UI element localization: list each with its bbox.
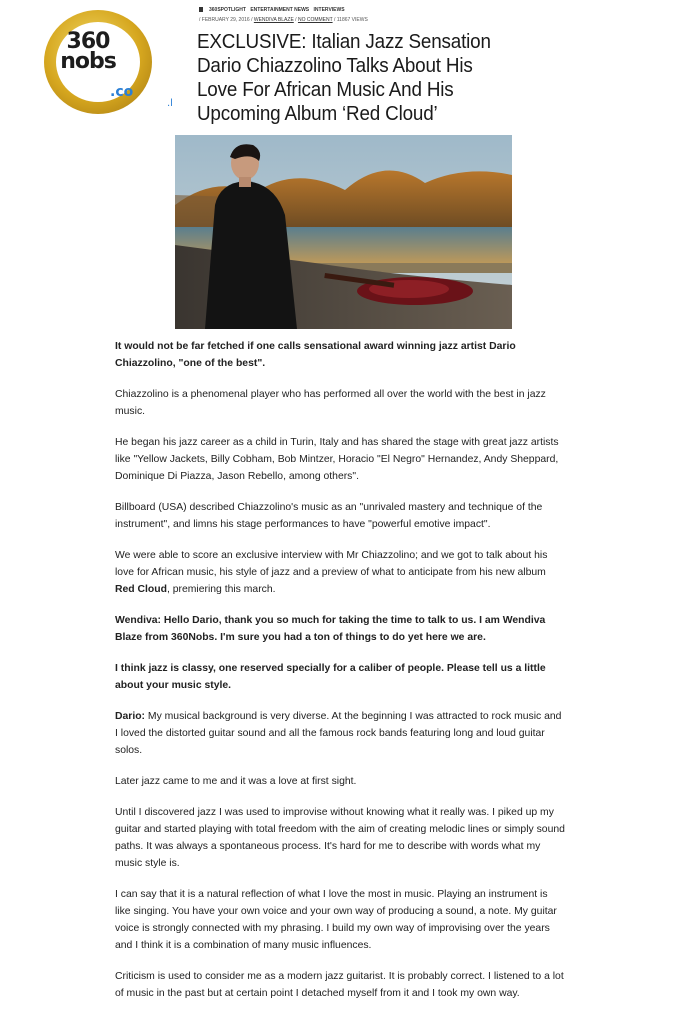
article-paragraph: Billboard (USA) described Chiazzolino's music as an "unrivaled mastery and technique of the instrument", and limns his stage performances to have "powerful emotive impact". <box>115 502 543 530</box>
category-list <box>199 7 345 13</box>
category-link-3[interactable]: INTERVIEWS <box>313 7 345 13</box>
post-meta: / FEBRUARY 29, 2016 / WENDIVA BLAZE / NO COMMENT / 11867 VIEWS <box>199 17 368 23</box>
interview-question: I think jazz is classy, one reserved specially for a caliber of people. Please tell us a little about your music style. <box>115 663 546 691</box>
article-title: EXCLUSIVE: Italian Jazz Sensation Dario Chiazzolino Talks About His Love For African Music And His Upcoming Album ‘Red Cloud’ <box>197 30 491 125</box>
article-paragraph: Chiazzolino is a phenomenal player who has performed all over the world with the best in jazz music. <box>115 389 546 417</box>
interview-answer: Criticism is used to consider me as a modern jazz guitarist. It is probably correct. I listened to a lot of music in the past but at certain point I detached myself from it and I took my own way. <box>115 971 564 999</box>
logo-domain: .co <box>110 84 134 100</box>
logo-tld: .l <box>167 98 173 109</box>
logo-line1: 360 <box>66 29 110 54</box>
comments-link[interactable]: NO COMMENT <box>297 17 333 23</box>
article-intro: It would not be far fetched if one calls sensational award winning jazz artist Dario Chiazzolino, "one of the best". <box>115 341 516 369</box>
interview-answer: Dario: My musical background is very diverse. At the beginning I was attracted to rock music and I loved the distorted guitar sound and all the famous rock bands featuring long and loud guitar solos. <box>115 711 562 756</box>
article-paragraph: We were able to score an exclusive interview with Mr Chiazzolino; and we got to talk about his love for African music, his style of jazz and a preview of what to anticipate from his new album Red Cloud, premiering this march. <box>115 550 548 595</box>
category-square-icon <box>199 7 203 12</box>
site-logo[interactable] <box>44 10 173 114</box>
interview-answer: I can say that it is a natural reflection of what I love the most in music. Playing an instrument is like singing. You have your own voice and your own way of producing a sound, a note. My guitar voice is strongly connected with my phrasing. I build my own way of improvising over the years and I think it is a combination of many music influences. <box>115 889 557 951</box>
post-date: / FEBRUARY 29, 2016 / <box>199 17 253 23</box>
article-body <box>115 338 565 1016</box>
interview-answer: Later jazz came to me and it was a love at first sight. <box>115 776 357 787</box>
interview-question: Wendiva: Hello Dario, thank you so much for taking the time to talk to us. I am Wendiva Blaze from 360Nobs. I'm sure you had a ton of things to do yet here we are. <box>115 615 546 643</box>
category-link-2[interactable]: ENTERTAINMENT NEWS <box>250 7 310 13</box>
category-link-1[interactable]: 360SPOTLIGHT <box>209 7 246 13</box>
interview-answer: Until I discovered jazz I was used to improvise without knowing what it really was. I piked up my guitar and started playing with total freedom with the aim of creating melodic lines or simply sound paths. It was always a spontaneous process. It's hard for me to describe with words what my music style is. <box>115 807 565 869</box>
logo-line2: nobs <box>60 49 116 74</box>
article-paragraph: He began his jazz career as a child in Turin, Italy and has shared the stage with great jazz artists like "Yellow Jackets, Billy Cobham, Bob Mintzer, Horacio "El Negro" Hernandez, Andy Sheppard, Dominique Di Piazza, Jason Rebello, among others". <box>115 437 559 482</box>
album-name: Red Cloud <box>115 584 167 595</box>
author-link[interactable]: WENDIVA BLAZE <box>253 17 294 23</box>
speaker-label: Dario: <box>115 711 146 722</box>
hero-photo <box>175 135 512 329</box>
logo-wordmark <box>48 29 128 74</box>
views-count: / 11867 VIEWS <box>333 17 368 23</box>
hero-photo-svg <box>175 135 512 329</box>
